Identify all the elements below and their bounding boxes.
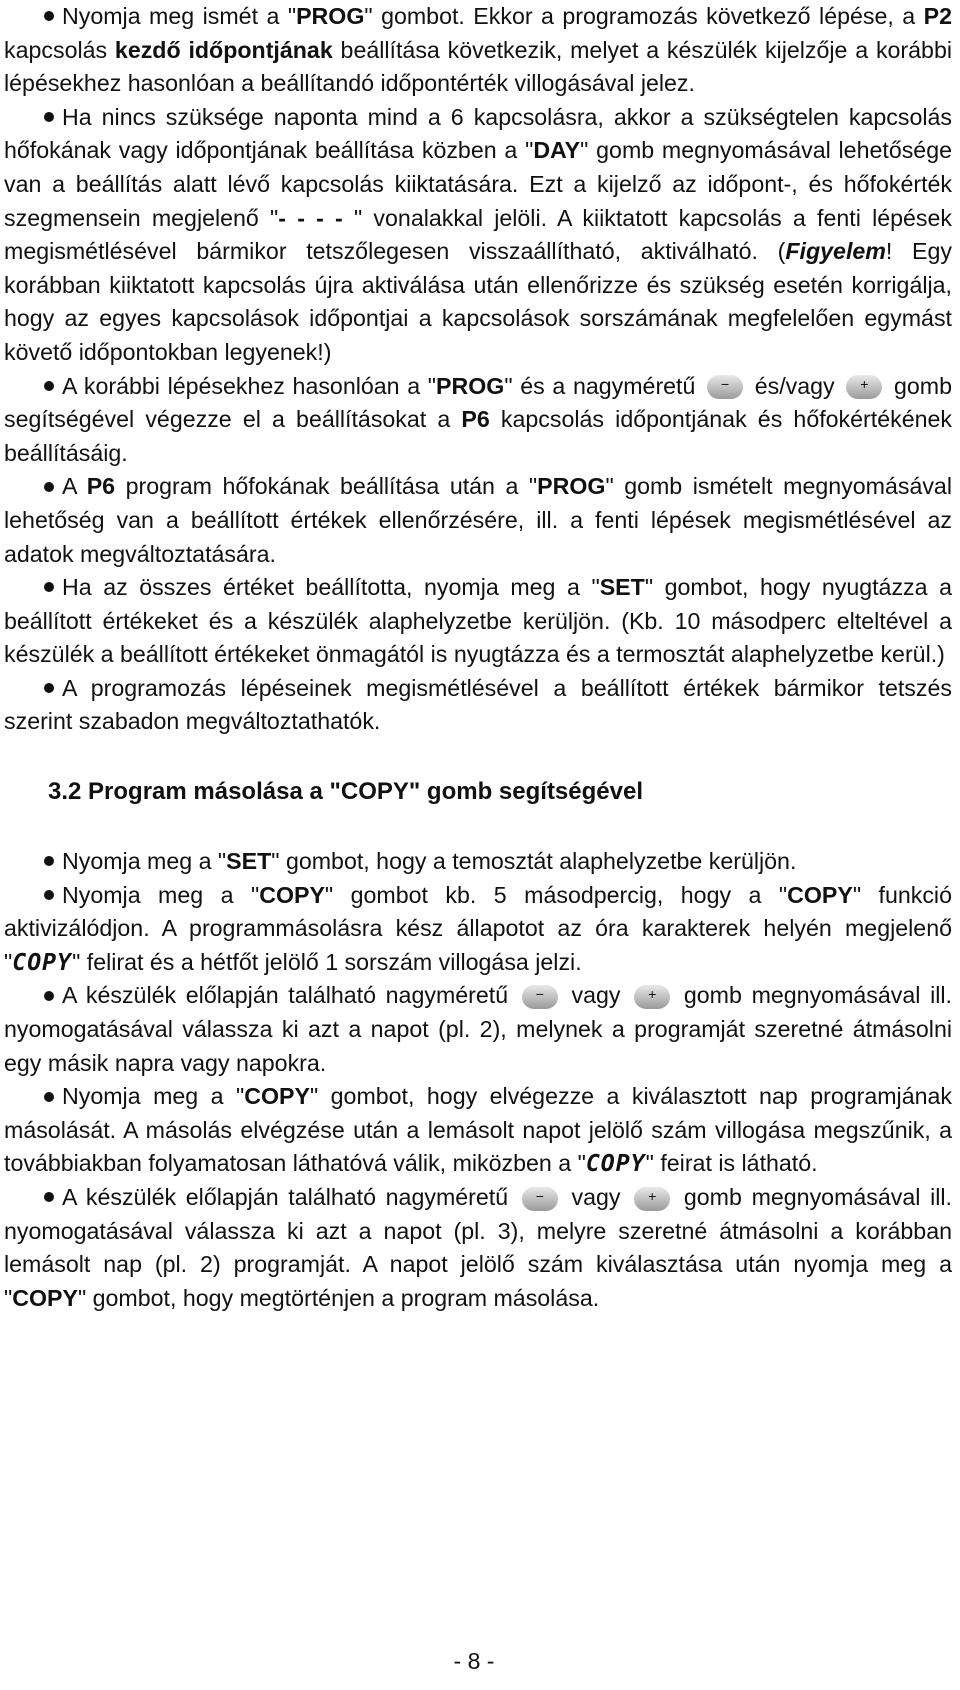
prog-label: PROG xyxy=(296,3,365,29)
text: " gombot, hogy nyugtázza a beállított értékeket és a készülék alaphelyzetbe kerüljön. (Kb. 10 másodperc elteltével a készülék a beállított értékeket önmagától is nyugtázza és a termosztát alaphelyzetbe kerül.) xyxy=(4,574,952,668)
bullet-icon xyxy=(44,856,54,866)
set-label: SET xyxy=(226,848,272,875)
p6-label: P6 xyxy=(461,406,490,433)
p6-label: P6 xyxy=(86,473,116,500)
paragraph-copy-activate xyxy=(4,879,952,980)
copy-label: COPY xyxy=(787,881,853,908)
bullet-icon xyxy=(44,991,54,1001)
set-label: SET xyxy=(599,574,645,601)
bullet-icon xyxy=(44,1192,54,1202)
figyelem-label: Figyelem xyxy=(785,238,886,265)
paragraph-prog-p2 xyxy=(4,0,952,101)
text: " gombot, hogy elvégezze a kiválasztott nap programjának másolását. A másolás elvégzése után a lemásolt napot jelölő szám villogása megszűnik, a továbbiakban folyamatosan láthatóvá válik, miközben a " xyxy=(4,1083,952,1177)
minus-button-icon: − xyxy=(522,985,558,1009)
minus-button-icon: − xyxy=(522,1187,558,1211)
text: " gomb ismételt megnyomásával lehetőség van a beállított értékek ellenőrzésére, ill. a fenti lépések megismétlésével az adatok megváltoztatására. xyxy=(4,473,952,567)
paragraph-copy-execute xyxy=(4,1080,952,1181)
bullet-icon xyxy=(44,11,54,21)
copy-label: COPY xyxy=(259,881,325,908)
text: A korábbi lépésekhez hasonlóan a " xyxy=(62,372,437,399)
section-heading: 3.2 Program másolása a "COPY" gomb segítségével xyxy=(48,778,643,806)
text: " gomb megnyomásával lehetősége van a beállítás alatt lévő kapcsolás kiiktatására. Ezt a kijelző az időpont-, és hőfokérték szegmensein megjelenő " xyxy=(4,137,952,231)
document-page xyxy=(4,0,952,1315)
text: kapcsolás xyxy=(4,36,115,63)
text: kapcsolás időpontjának és hőfokértékének beállításáig. xyxy=(4,406,952,466)
text: vagy xyxy=(561,982,631,1009)
text: A programozás lépéseinek megismétlésével a beállított értékek bármikor tetszés szerint szabadon megváltoztathatók. xyxy=(4,674,952,735)
text: Nyomja meg a " xyxy=(62,848,227,875)
text: " felirat és a hétfőt jelölő 1 sorszám villogása jelzi. xyxy=(72,948,582,975)
bullet-icon xyxy=(44,582,54,592)
text: Ha nincs szüksége naponta mind a 6 kapcsolásra, akkor a szükségtelen kapcsolás hőfokának vagy időpontjának beállítása közben a " xyxy=(4,103,952,164)
paragraph-set-reset xyxy=(4,845,952,879)
text: " gombot, hogy a temosztát alaphelyzetbe kerüljön. xyxy=(271,848,797,875)
text: Ha az összes értéket beállította, nyomja meg a " xyxy=(62,574,600,601)
paragraph-select-source-day xyxy=(4,979,952,1080)
paragraph-set-confirm xyxy=(4,571,952,672)
text: A készülék előlapján található nagyméretű xyxy=(62,982,518,1009)
text: A készülék előlapján található nagyméretű xyxy=(62,1184,518,1210)
lcd-copy-text: COPY xyxy=(12,948,73,976)
paragraph-day-disable xyxy=(4,101,952,370)
text: " és a nagyméretű xyxy=(504,372,704,399)
text: " gombot, hogy megtörténjen a program másolása. xyxy=(77,1284,600,1311)
minus-button-icon: − xyxy=(707,375,743,399)
bullet-icon xyxy=(44,112,54,122)
text: program hőfokának beállítása után a " xyxy=(115,473,538,500)
text: Nyomja meg ismét a " xyxy=(62,3,297,29)
copy-label: COPY xyxy=(12,1284,78,1311)
bullet-icon xyxy=(44,683,54,693)
bold-text: kezdő időpontjának xyxy=(114,36,333,63)
bullet-icon xyxy=(44,482,54,492)
paragraph-p6-settings xyxy=(4,370,952,471)
text: " vonalakkal jelöli. A kiiktatott kapcsolás a fenti lépések megismétlésével bármikor tetszőlegesen visszaállítható, aktiválható. ( xyxy=(4,204,952,265)
prog-label: PROG xyxy=(537,473,606,500)
text: A xyxy=(62,473,87,500)
bullet-icon xyxy=(44,1092,54,1102)
text: gomb megnyomásával ill. nyomogatásával válassza ki azt a napot (pl. 2), melynek a programját szeretné átmásolni egy másik napra vagy napokra. xyxy=(4,982,952,1076)
page-number: - 8 - xyxy=(453,1648,495,1674)
text: " feirat is látható. xyxy=(645,1150,818,1177)
copy-label: COPY xyxy=(244,1083,310,1110)
paragraph-select-target-day xyxy=(4,1181,952,1315)
text: " gombot kb. 5 másodpercig, hogy a " xyxy=(324,881,788,908)
text: " funkció aktivizálódjon. A programmásolásra kész állapotot az óra karakterek helyén megjelenő " xyxy=(4,881,952,975)
text: vagy xyxy=(561,1184,631,1210)
text: és/vagy xyxy=(747,372,843,399)
prog-label: PROG xyxy=(436,372,505,399)
dashes-label: - - - - xyxy=(278,204,343,231)
text: Nyomja meg a " xyxy=(62,881,260,908)
plus-button-icon: + xyxy=(846,375,882,399)
text: ! Egy korábban kiiktatott kapcsolás újra aktiválása után ellenőrizze és szükség esetén korrigálja, hogy az egyes kapcsolások időpontjai a kapcsolások sorszámának megfelelően egymást követő időpontokban legyenek!) xyxy=(4,238,952,365)
text: beállítása következik, melyet a készülék kijelzője a korábbi lépésekhez hasonlóan a beállítandó időpontérték villogásával jelez. xyxy=(4,36,952,97)
paragraph-repeat xyxy=(4,672,952,739)
text: gomb megnyomásával ill. nyomogatásával válassza ki azt a napot (pl. 3), melyre szeretné átmásolni a korábban lemásolt nap (pl. 2) programját. A napot jelölő szám kiválasztása után nyomja meg a " xyxy=(4,1184,952,1311)
text: gomb segítségével végezze el a beállításokat a xyxy=(4,372,952,433)
bullet-icon xyxy=(44,890,54,900)
lcd-copy-text: COPY xyxy=(585,1150,646,1178)
plus-button-icon: + xyxy=(634,1187,670,1211)
day-label: DAY xyxy=(533,137,581,164)
plus-button-icon: + xyxy=(634,985,670,1009)
paragraph-p6-check xyxy=(4,470,952,571)
bullet-icon xyxy=(44,381,54,391)
p2-label: P2 xyxy=(923,3,953,29)
text: Nyomja meg a " xyxy=(62,1083,245,1110)
text: " gombot. Ekkor a programozás következő lépése, a xyxy=(364,3,924,29)
